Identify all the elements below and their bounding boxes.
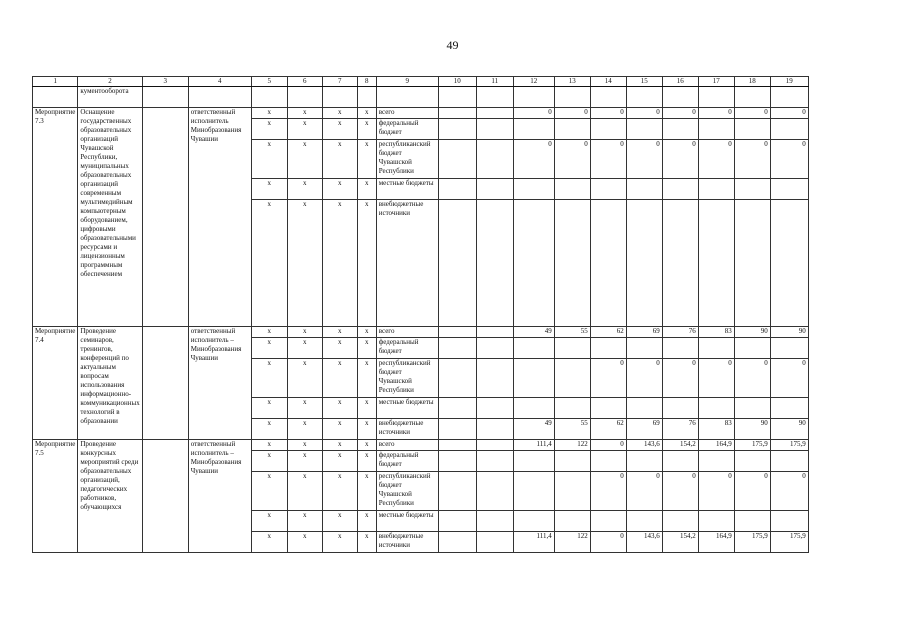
value-cell: 0 — [662, 140, 698, 179]
empty-cell — [476, 472, 513, 511]
value-cell: 83 — [698, 419, 734, 440]
empty-cell — [438, 532, 476, 553]
column-number-header: 13 — [554, 77, 590, 87]
code-cell: х — [357, 119, 376, 140]
code-cell: х — [287, 398, 322, 419]
value-cell — [513, 359, 554, 398]
empty-cell — [287, 87, 322, 108]
code-cell: х — [357, 532, 376, 553]
code-cell: х — [287, 327, 322, 338]
value-cell — [626, 398, 662, 419]
value-cell — [554, 338, 590, 359]
value-cell: 0 — [698, 359, 734, 398]
value-cell — [662, 451, 698, 472]
column-number-header: 16 — [662, 77, 698, 87]
value-cell — [662, 179, 698, 200]
value-cell — [698, 200, 734, 327]
empty-cell — [438, 398, 476, 419]
value-cell: 122 — [554, 532, 590, 553]
value-cell: 0 — [770, 472, 808, 511]
value-cell — [513, 451, 554, 472]
value-cell: 143,6 — [626, 440, 662, 451]
value-cell: 0 — [590, 532, 626, 553]
value-cell: 0 — [770, 140, 808, 179]
value-cell: 122 — [554, 440, 590, 451]
code-cell: х — [322, 327, 357, 338]
funding-source: федеральный бюджет — [376, 338, 438, 359]
page-number: 49 — [446, 38, 459, 52]
code-cell: х — [287, 440, 322, 451]
empty-cell — [734, 87, 770, 108]
value-cell: 0 — [554, 108, 590, 119]
code-cell: х — [322, 179, 357, 200]
empty-cell — [476, 511, 513, 532]
value-cell: 0 — [590, 108, 626, 119]
value-cell: 0 — [770, 108, 808, 119]
value-cell — [662, 398, 698, 419]
funding-source: местные бюджеты — [376, 511, 438, 532]
value-cell — [626, 119, 662, 140]
value-cell: 0 — [698, 108, 734, 119]
code-cell: х — [357, 140, 376, 179]
value-cell: 55 — [554, 419, 590, 440]
code-cell: х — [357, 398, 376, 419]
code-cell: х — [322, 119, 357, 140]
empty-cell — [376, 87, 438, 108]
event-name: Мероприятие 7.3 — [33, 108, 78, 327]
event-executor: ответственный исполнитель – Минобразования Чувашии — [188, 327, 251, 440]
column-number-header: 17 — [698, 77, 734, 87]
value-cell — [513, 511, 554, 532]
code-cell: х — [357, 419, 376, 440]
value-cell — [554, 398, 590, 419]
funding-source: местные бюджеты — [376, 398, 438, 419]
value-cell — [734, 119, 770, 140]
value-cell — [626, 451, 662, 472]
event-name: Мероприятие 7.5 — [33, 440, 78, 553]
value-cell: 0 — [662, 472, 698, 511]
empty-cell — [438, 338, 476, 359]
value-cell — [590, 451, 626, 472]
value-cell — [662, 119, 698, 140]
column-number-header: 12 — [513, 77, 554, 87]
column-number-header: 1 — [33, 77, 78, 87]
funding-source: всего — [376, 108, 438, 119]
value-cell: 0 — [734, 359, 770, 398]
value-cell: 0 — [734, 140, 770, 179]
empty-cell — [476, 338, 513, 359]
empty-cell — [438, 419, 476, 440]
code-cell: х — [357, 108, 376, 119]
value-cell: 154,2 — [662, 532, 698, 553]
code-cell: х — [357, 179, 376, 200]
code-cell: х — [357, 440, 376, 451]
code-cell: х — [287, 200, 322, 327]
event-description: Оснащение государственных образовательных организаций Чувашской Республики, муниципальных образовательных организаций современным мультимедийным компьютерным оборудованием, цифровыми образовательными ресурсами и лицензионным программным обеспечением — [78, 108, 142, 327]
empty-cell — [142, 108, 188, 327]
code-cell: х — [251, 108, 287, 119]
value-cell — [698, 179, 734, 200]
code-cell: х — [357, 327, 376, 338]
value-cell — [662, 338, 698, 359]
empty-cell — [251, 87, 287, 108]
value-cell — [590, 119, 626, 140]
value-cell — [662, 200, 698, 327]
code-cell: х — [322, 451, 357, 472]
event-description: Проведение семинаров, тренингов, конференций по актуальным вопросам использования информационно-коммуникационных технологий в образовании — [78, 327, 142, 440]
column-number-header: 19 — [770, 77, 808, 87]
value-cell — [698, 338, 734, 359]
code-cell: х — [357, 451, 376, 472]
code-cell: х — [357, 472, 376, 511]
empty-cell — [476, 108, 513, 119]
value-cell — [698, 511, 734, 532]
carryover-text: кументооборота — [78, 87, 142, 108]
value-cell — [554, 119, 590, 140]
value-cell: 143,6 — [626, 532, 662, 553]
value-cell: 164,9 — [698, 440, 734, 451]
value-cell — [734, 179, 770, 200]
value-cell: 62 — [590, 327, 626, 338]
empty-cell — [438, 179, 476, 200]
budget-table — [32, 76, 809, 553]
code-cell: х — [251, 451, 287, 472]
code-cell: х — [287, 451, 322, 472]
value-cell: 0 — [626, 472, 662, 511]
value-cell: 49 — [513, 419, 554, 440]
code-cell: х — [251, 472, 287, 511]
value-cell — [734, 451, 770, 472]
code-cell: х — [251, 419, 287, 440]
code-cell: х — [357, 511, 376, 532]
value-cell: 90 — [770, 419, 808, 440]
value-cell — [554, 179, 590, 200]
code-cell: х — [287, 119, 322, 140]
empty-cell — [476, 440, 513, 451]
funding-source: федеральный бюджет — [376, 451, 438, 472]
value-cell: 164,9 — [698, 532, 734, 553]
code-cell: х — [322, 108, 357, 119]
empty-cell — [438, 511, 476, 532]
empty-cell — [438, 87, 476, 108]
code-cell: х — [357, 338, 376, 359]
value-cell — [734, 511, 770, 532]
carryover-row — [33, 87, 809, 108]
value-cell: 0 — [590, 359, 626, 398]
value-cell — [554, 359, 590, 398]
value-cell: 175,9 — [734, 532, 770, 553]
empty-cell — [322, 87, 357, 108]
value-cell — [770, 398, 808, 419]
value-cell: 0 — [590, 140, 626, 179]
code-cell: х — [322, 511, 357, 532]
code-cell: х — [251, 200, 287, 327]
empty-cell — [438, 119, 476, 140]
value-cell — [590, 200, 626, 327]
code-cell: х — [287, 179, 322, 200]
value-cell — [513, 179, 554, 200]
value-cell: 69 — [626, 327, 662, 338]
code-cell: х — [287, 140, 322, 179]
value-cell: 0 — [554, 140, 590, 179]
value-cell: 83 — [698, 327, 734, 338]
empty-cell — [438, 327, 476, 338]
value-cell — [770, 179, 808, 200]
value-cell — [513, 119, 554, 140]
event-executor: ответственный исполнитель Минобразования Чувашии — [188, 108, 251, 327]
empty-cell — [438, 451, 476, 472]
value-cell: 0 — [590, 440, 626, 451]
code-cell: х — [287, 472, 322, 511]
value-cell — [513, 398, 554, 419]
value-cell: 175,9 — [770, 532, 808, 553]
column-number-header: 10 — [438, 77, 476, 87]
empty-cell — [476, 532, 513, 553]
code-cell: х — [357, 200, 376, 327]
code-cell: х — [251, 398, 287, 419]
value-cell: 0 — [513, 108, 554, 119]
code-cell: х — [322, 532, 357, 553]
empty-cell — [590, 87, 626, 108]
value-cell: 0 — [662, 108, 698, 119]
funding-source: местные бюджеты — [376, 179, 438, 200]
funding-source: всего — [376, 327, 438, 338]
code-cell: х — [322, 440, 357, 451]
value-cell — [698, 398, 734, 419]
funding-source: федеральный бюджет — [376, 119, 438, 140]
value-cell: 111,4 — [513, 532, 554, 553]
code-cell: х — [322, 419, 357, 440]
event-description: Проведение конкурсных мероприятий среди образовательных организаций, педагогических работников, обучающихся — [78, 440, 142, 553]
empty-cell — [476, 140, 513, 179]
table-row — [33, 108, 809, 119]
funding-source: всего — [376, 440, 438, 451]
value-cell: 0 — [698, 140, 734, 179]
code-cell: х — [287, 338, 322, 359]
funding-source: внебюджетные источники — [376, 532, 438, 553]
empty-cell — [770, 87, 808, 108]
code-cell: х — [322, 200, 357, 327]
table-row — [33, 327, 809, 338]
column-number-header: 2 — [78, 77, 142, 87]
value-cell — [770, 451, 808, 472]
value-cell: 76 — [662, 327, 698, 338]
value-cell — [590, 398, 626, 419]
value-cell: 69 — [626, 419, 662, 440]
value-cell — [554, 511, 590, 532]
value-cell: 0 — [626, 359, 662, 398]
value-cell — [554, 472, 590, 511]
empty-cell — [476, 87, 513, 108]
code-cell: х — [251, 327, 287, 338]
value-cell — [590, 511, 626, 532]
value-cell: 175,9 — [734, 440, 770, 451]
empty-cell — [476, 119, 513, 140]
value-cell: 111,4 — [513, 440, 554, 451]
value-cell: 0 — [734, 108, 770, 119]
funding-source: республиканский бюджет Чувашской Республики — [376, 140, 438, 179]
code-cell: х — [322, 398, 357, 419]
empty-cell — [438, 440, 476, 451]
code-cell: х — [251, 119, 287, 140]
column-number-header: 6 — [287, 77, 322, 87]
value-cell — [513, 200, 554, 327]
empty-cell — [188, 87, 251, 108]
empty-cell — [476, 179, 513, 200]
empty-cell — [142, 327, 188, 440]
value-cell — [626, 511, 662, 532]
empty-cell — [476, 419, 513, 440]
value-cell — [590, 179, 626, 200]
value-cell: 0 — [590, 472, 626, 511]
value-cell — [770, 338, 808, 359]
empty-cell — [626, 87, 662, 108]
value-cell — [626, 179, 662, 200]
column-number-header: 4 — [188, 77, 251, 87]
value-cell: 55 — [554, 327, 590, 338]
funding-source: внебюджетные источники — [376, 419, 438, 440]
value-cell: 90 — [734, 327, 770, 338]
value-cell: 49 — [513, 327, 554, 338]
code-cell: х — [251, 338, 287, 359]
code-cell: х — [322, 359, 357, 398]
value-cell: 90 — [770, 327, 808, 338]
value-cell — [698, 119, 734, 140]
empty-cell — [438, 108, 476, 119]
value-cell — [626, 200, 662, 327]
empty-cell — [698, 87, 734, 108]
code-cell: х — [251, 179, 287, 200]
code-cell: х — [322, 472, 357, 511]
event-name: Мероприятие 7.4 — [33, 327, 78, 440]
value-cell — [662, 511, 698, 532]
empty-cell — [33, 87, 78, 108]
empty-cell — [476, 327, 513, 338]
column-number-header: 3 — [142, 77, 188, 87]
column-number-header: 11 — [476, 77, 513, 87]
value-cell — [554, 451, 590, 472]
value-cell — [513, 338, 554, 359]
code-cell: х — [251, 532, 287, 553]
empty-cell — [476, 200, 513, 327]
column-number-header: 18 — [734, 77, 770, 87]
value-cell: 90 — [734, 419, 770, 440]
value-cell — [554, 200, 590, 327]
empty-cell — [476, 451, 513, 472]
code-cell: х — [287, 108, 322, 119]
value-cell — [513, 472, 554, 511]
value-cell — [590, 338, 626, 359]
value-cell: 0 — [698, 472, 734, 511]
column-number-header: 5 — [251, 77, 287, 87]
empty-cell — [438, 200, 476, 327]
empty-cell — [357, 87, 376, 108]
value-cell: 0 — [513, 140, 554, 179]
empty-cell — [438, 359, 476, 398]
column-number-header: 7 — [322, 77, 357, 87]
column-number-header: 15 — [626, 77, 662, 87]
code-cell: х — [322, 140, 357, 179]
empty-cell — [476, 359, 513, 398]
code-cell: х — [287, 532, 322, 553]
code-cell: х — [251, 440, 287, 451]
empty-cell — [476, 398, 513, 419]
value-cell: 0 — [770, 359, 808, 398]
code-cell: х — [287, 359, 322, 398]
empty-cell — [513, 87, 554, 108]
value-cell — [770, 511, 808, 532]
value-cell: 154,2 — [662, 440, 698, 451]
value-cell: 175,9 — [770, 440, 808, 451]
value-cell — [734, 200, 770, 327]
value-cell: 62 — [590, 419, 626, 440]
event-executor: ответственный исполнитель – Минобразования Чувашии — [188, 440, 251, 553]
code-cell: х — [322, 338, 357, 359]
funding-source: республиканский бюджет Чувашской Республики — [376, 359, 438, 398]
code-cell: х — [287, 511, 322, 532]
code-cell: х — [357, 359, 376, 398]
value-cell — [770, 119, 808, 140]
value-cell: 0 — [662, 359, 698, 398]
column-number-header: 9 — [376, 77, 438, 87]
code-cell: х — [287, 419, 322, 440]
empty-cell — [142, 87, 188, 108]
value-cell — [626, 338, 662, 359]
value-cell — [734, 338, 770, 359]
empty-cell — [438, 472, 476, 511]
empty-cell — [142, 440, 188, 553]
funding-source: внебюджетные источники — [376, 200, 438, 327]
value-cell: 0 — [734, 472, 770, 511]
value-cell: 76 — [662, 419, 698, 440]
table-row — [33, 440, 809, 451]
value-cell: 0 — [626, 108, 662, 119]
funding-source: республиканский бюджет Чувашской Республики — [376, 472, 438, 511]
column-number-header: 8 — [357, 77, 376, 87]
value-cell — [734, 398, 770, 419]
value-cell — [698, 451, 734, 472]
header-row — [33, 77, 809, 87]
code-cell: х — [251, 359, 287, 398]
code-cell: х — [251, 140, 287, 179]
empty-cell — [438, 140, 476, 179]
code-cell: х — [251, 511, 287, 532]
value-cell — [770, 200, 808, 327]
value-cell: 0 — [626, 140, 662, 179]
empty-cell — [662, 87, 698, 108]
column-number-header: 14 — [590, 77, 626, 87]
empty-cell — [554, 87, 590, 108]
